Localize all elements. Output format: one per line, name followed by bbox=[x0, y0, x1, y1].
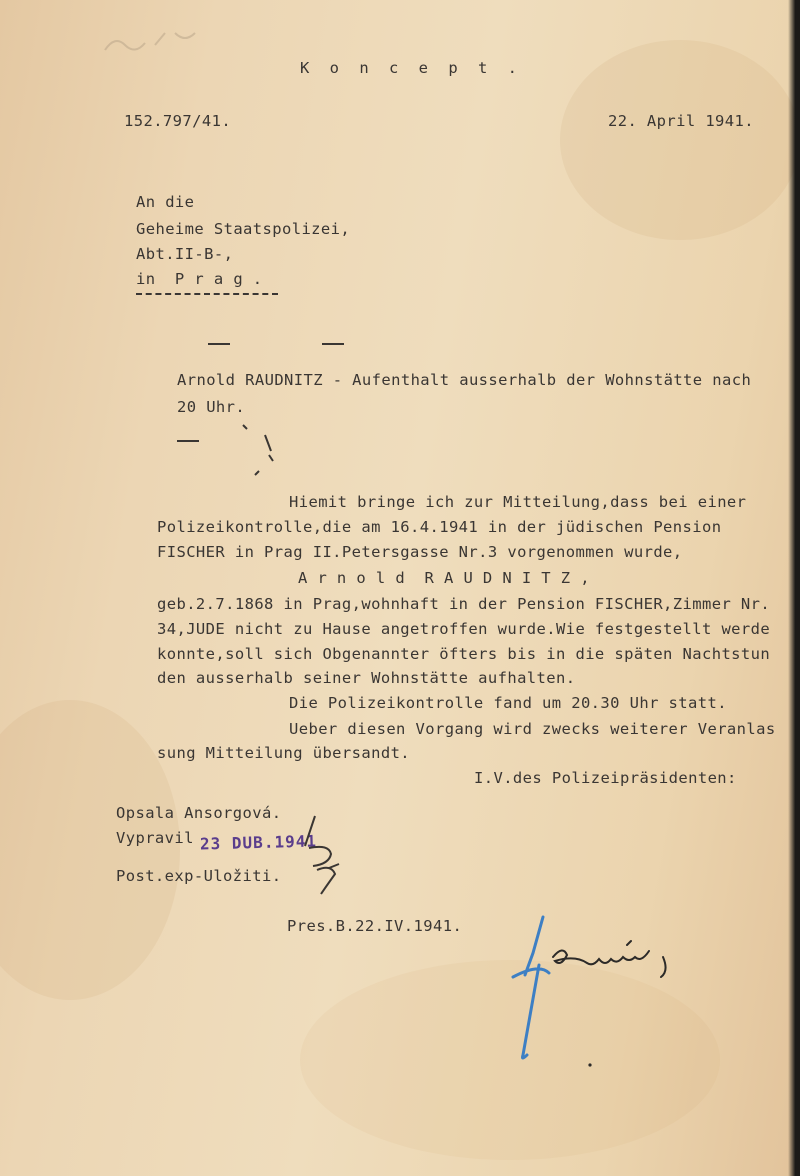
separator-dash bbox=[208, 343, 230, 345]
paper-stain bbox=[0, 700, 180, 1000]
signature bbox=[495, 905, 715, 1075]
note-line: Vypravil bbox=[116, 829, 194, 847]
signoff-line: I.V.des Polizeipräsidenten: bbox=[474, 769, 737, 787]
body-line: Polizeikontrolle,die am 16.4.1941 in der jüdischen Pension bbox=[157, 518, 722, 536]
reference-number: 152.797/41. bbox=[124, 112, 232, 130]
body-line: den ausserhalb seiner Wohnstätte aufhalten. bbox=[157, 669, 576, 687]
address-line: Abt.II-B-, bbox=[136, 245, 234, 263]
note-line: Pres.B.22.IV.1941. bbox=[287, 917, 463, 935]
body-line: Die Polizeikontrolle fand um 20.30 Uhr statt. bbox=[289, 694, 727, 712]
body-line: FISCHER in Prag II.Petersgasse Nr.3 vorgenommen wurde, bbox=[157, 543, 683, 561]
body-line: konnte,soll sich Obgenannter öfters bis in die späten Nachtstun bbox=[157, 645, 771, 663]
body-line: geb.2.7.1868 in Prag,wohnhaft in der Pension FISCHER,Zimmer Nr. bbox=[157, 595, 771, 613]
dispatch-stamp: 23 DUB.1941 bbox=[199, 831, 318, 854]
address-line: in P r a g . bbox=[136, 270, 263, 288]
address-line: An die bbox=[136, 193, 195, 211]
body-line: sung Mitteilung übersandt. bbox=[157, 744, 411, 762]
document-date: 22. April 1941. bbox=[608, 112, 754, 130]
pencil-annotation bbox=[95, 15, 215, 65]
address-line: Geheime Staatspolizei, bbox=[136, 220, 351, 238]
paper-stain bbox=[560, 40, 800, 240]
ink-specks bbox=[225, 415, 305, 495]
scan-edge bbox=[788, 0, 800, 1176]
document-title: K o n c e p t . bbox=[300, 59, 523, 77]
body-line: Ueber diesen Vorgang wird zwecks weiterer Veranlas bbox=[289, 720, 776, 738]
body-line: 34,JUDE nicht zu Hause angetroffen wurde.Wie festgestellt werde bbox=[157, 620, 771, 638]
note-line: Opsala Ansorgová. bbox=[116, 804, 282, 822]
subject-line: 20 Uhr. bbox=[177, 398, 246, 416]
separator-dash bbox=[322, 343, 344, 345]
subject-line: Arnold RAUDNITZ - Aufenthalt ausserhalb der Wohnstätte nach bbox=[177, 371, 752, 389]
separator-dash bbox=[177, 440, 199, 442]
body-line: Hiemit bringe ich zur Mitteilung,dass bei einer bbox=[289, 493, 747, 511]
person-name: A r n o l d R A U D N I T Z , bbox=[298, 569, 590, 587]
address-underline bbox=[136, 293, 278, 295]
handwritten-initial bbox=[295, 808, 355, 898]
note-line: Post.exp-Uložiti. bbox=[116, 867, 282, 885]
